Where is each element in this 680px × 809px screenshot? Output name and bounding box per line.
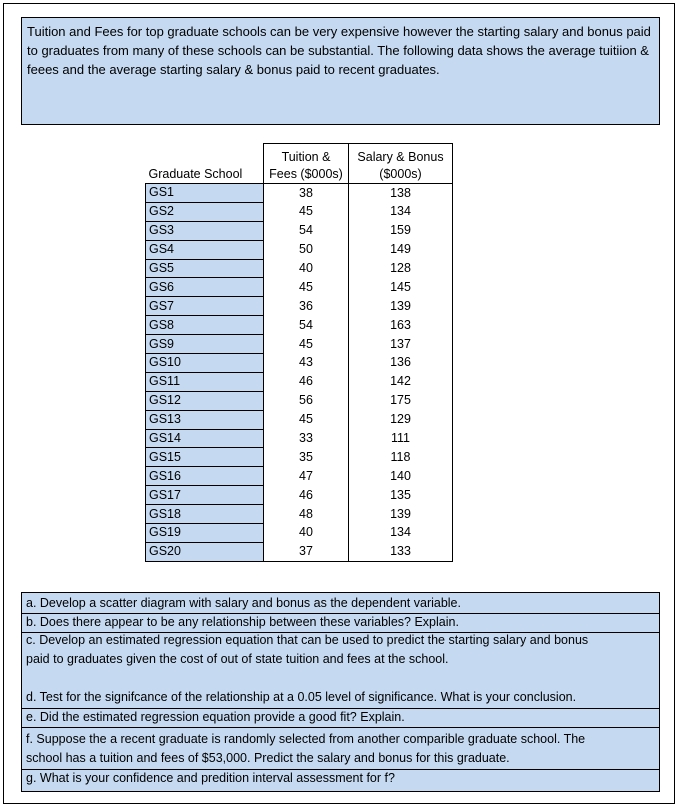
table-row	[146, 316, 453, 335]
salary-cell: 159	[349, 221, 453, 240]
salary-cell: 139	[349, 297, 453, 316]
intro-text-box	[21, 17, 660, 125]
salary-cell: 139	[349, 505, 453, 524]
salary-cell: 111	[349, 429, 453, 448]
school-cell: GS4	[146, 240, 264, 259]
school-cell: GS6	[146, 278, 264, 297]
data-table	[145, 143, 453, 562]
table-row	[146, 335, 453, 354]
header-tuition: Tuition & Fees ($000s)	[264, 144, 349, 184]
school-cell: GS3	[146, 221, 264, 240]
school-cell: GS18	[146, 505, 264, 524]
table-row	[146, 278, 453, 297]
tuition-cell: 40	[264, 259, 349, 278]
school-cell: GS17	[146, 486, 264, 505]
questions-box	[21, 592, 660, 792]
tuition-cell: 50	[264, 240, 349, 259]
salary-cell: 135	[349, 486, 453, 505]
table-row	[146, 486, 453, 505]
table-row	[146, 184, 453, 203]
school-cell: GS5	[146, 259, 264, 278]
table-row	[146, 354, 453, 373]
tuition-cell: 47	[264, 467, 349, 486]
table-row	[146, 297, 453, 316]
tuition-cell: 33	[264, 429, 349, 448]
question-f-line2: school has a tuition and fees of $53,000. Predict the salary and bonus for this graduate.	[26, 751, 510, 765]
school-cell: GS8	[146, 316, 264, 335]
table-row	[146, 410, 453, 429]
tuition-cell: 48	[264, 505, 349, 524]
salary-cell: 134	[349, 202, 453, 221]
tuition-cell: 38	[264, 184, 349, 203]
tuition-cell: 40	[264, 524, 349, 543]
salary-cell: 118	[349, 448, 453, 467]
question-f-line1: f. Suppose the a recent graduate is randomly selected from another comparible graduate school. The	[26, 732, 586, 746]
school-cell: GS13	[146, 410, 264, 429]
school-cell: GS9	[146, 335, 264, 354]
tuition-cell: 36	[264, 297, 349, 316]
school-cell: GS1	[146, 184, 264, 203]
tuition-cell: 35	[264, 448, 349, 467]
salary-cell: 129	[349, 410, 453, 429]
table-row	[146, 542, 453, 561]
tuition-cell: 46	[264, 486, 349, 505]
salary-cell: 137	[349, 335, 453, 354]
salary-cell: 145	[349, 278, 453, 297]
salary-cell: 134	[349, 524, 453, 543]
salary-cell: 163	[349, 316, 453, 335]
school-cell: GS7	[146, 297, 264, 316]
table-row	[146, 202, 453, 221]
question-d: d. Test for the signifcance of the relationship at a 0.05 level of significance. What is your conclusion.	[26, 690, 577, 704]
question-b: b. Does there appear to be any relationship between these variables? Explain.	[26, 615, 459, 629]
question-c-line1: c. Develop an estimated regression equation that can be used to predict the starting salary and bonus	[26, 633, 589, 647]
salary-cell: 140	[349, 467, 453, 486]
question-g: g. What is your confidence and predition interval assessment for f?	[26, 771, 395, 785]
table-row	[146, 524, 453, 543]
salary-cell: 149	[349, 240, 453, 259]
salary-cell: 138	[349, 184, 453, 203]
table-row	[146, 240, 453, 259]
table-row	[146, 429, 453, 448]
table-row	[146, 391, 453, 410]
salary-cell: 133	[349, 542, 453, 561]
salary-cell: 142	[349, 372, 453, 391]
tuition-cell: 46	[264, 372, 349, 391]
table-row	[146, 448, 453, 467]
school-cell: GS10	[146, 354, 264, 373]
table-row	[146, 467, 453, 486]
school-cell: GS16	[146, 467, 264, 486]
school-cell: GS19	[146, 524, 264, 543]
question-e: e. Did the estimated regression equation provide a good fit? Explain.	[26, 710, 405, 724]
header-salary: Salary & Bonus ($000s)	[349, 144, 453, 184]
question-a: a. Develop a scatter diagram with salary and bonus as the dependent variable.	[26, 596, 461, 610]
tuition-cell: 54	[264, 316, 349, 335]
table-row	[146, 259, 453, 278]
school-cell: GS15	[146, 448, 264, 467]
school-cell: GS20	[146, 542, 264, 561]
tuition-cell: 56	[264, 391, 349, 410]
tuition-cell: 43	[264, 354, 349, 373]
salary-cell: 136	[349, 354, 453, 373]
table-row	[146, 221, 453, 240]
question-c-line2: paid to graduates given the cost of out of state tuition and fees at the school.	[26, 652, 449, 666]
salary-cell: 175	[349, 391, 453, 410]
school-cell: GS2	[146, 202, 264, 221]
tuition-cell: 45	[264, 278, 349, 297]
table-row	[146, 505, 453, 524]
tuition-cell: 45	[264, 410, 349, 429]
table-row	[146, 372, 453, 391]
tuition-cell: 45	[264, 335, 349, 354]
tuition-cell: 37	[264, 542, 349, 561]
tuition-cell: 45	[264, 202, 349, 221]
school-cell: GS12	[146, 391, 264, 410]
table-header-row	[146, 144, 453, 184]
header-school: Graduate School	[148, 167, 243, 181]
tuition-cell: 54	[264, 221, 349, 240]
school-cell: GS14	[146, 429, 264, 448]
intro-text: Tuition and Fees for top graduate schools can be very expensive however the starting salary and bonus paid to graduates from many of these schools can be substantial. The following data shows the average tuitiion & feees and the average starting salary & bonus paid to recent graduates.	[27, 24, 651, 77]
school-cell: GS11	[146, 372, 264, 391]
salary-cell: 128	[349, 259, 453, 278]
